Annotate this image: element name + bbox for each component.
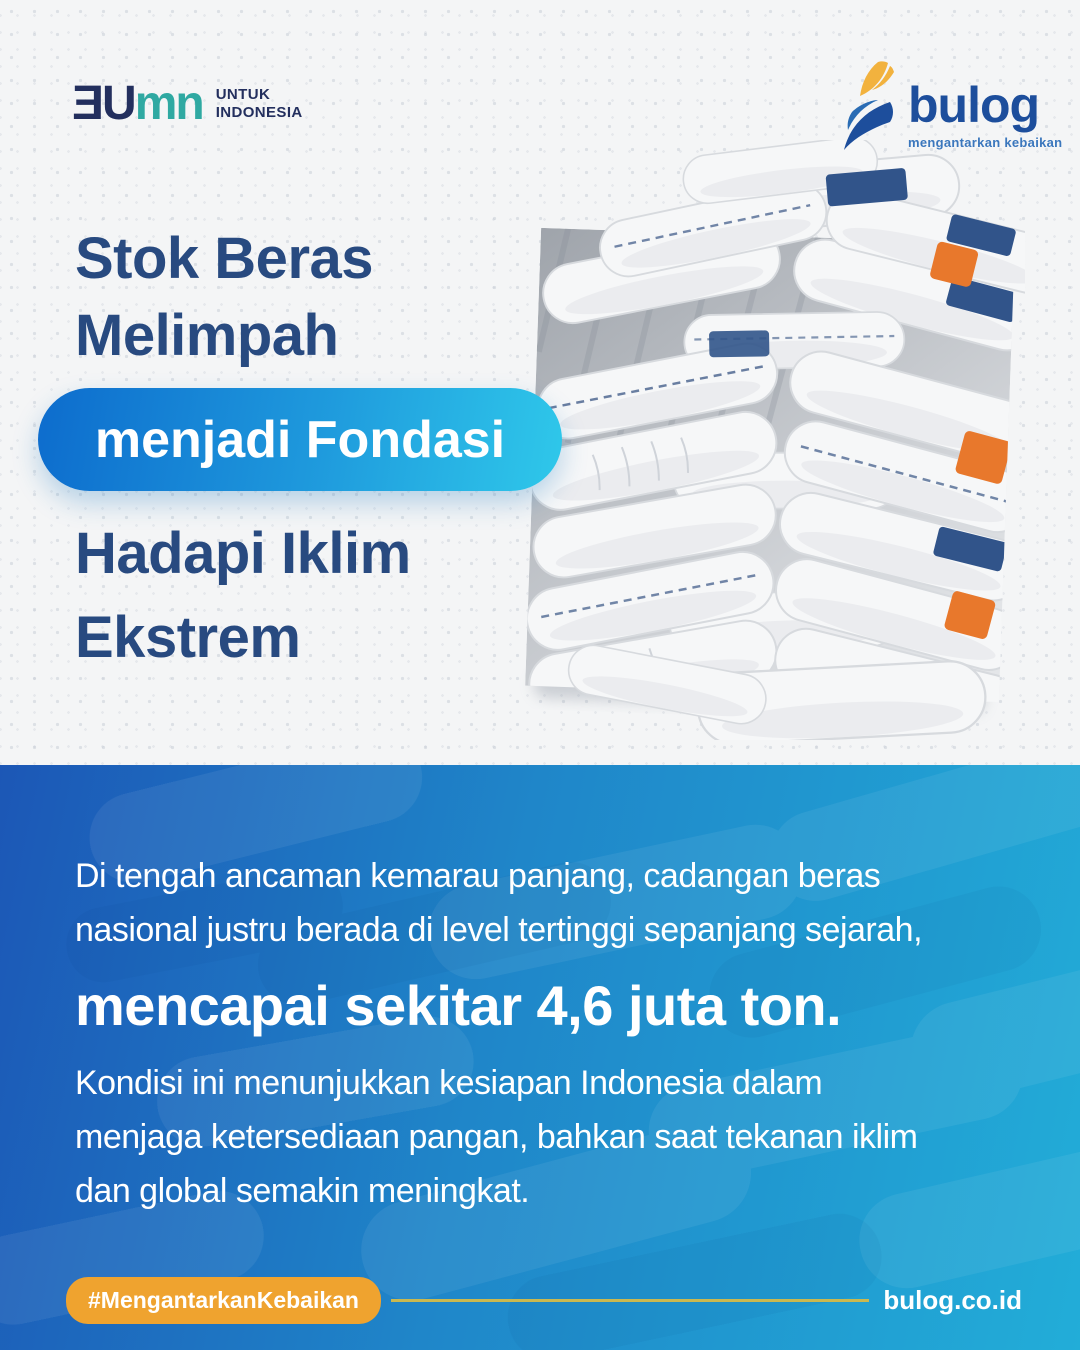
body-section <box>0 765 1080 1350</box>
headline-line-3: Hadapi Iklim <box>75 521 411 586</box>
bumn-logo <box>72 77 303 130</box>
headline-line-1: Stok Beras <box>75 226 374 291</box>
paragraph-1-line-2: nasional justru berada di level tertinggi sepanjang sejarah, <box>75 911 923 949</box>
bumn-wordmark-part2: mn <box>134 77 203 130</box>
paragraph-2-line-1: Kondisi ini menunjukkan kesiapan Indonesia dalam <box>75 1064 823 1102</box>
bumn-tagline-line1: UNTUK <box>215 86 271 103</box>
body-paragraph-1 <box>75 849 1025 957</box>
headline-line-2: Melimpah <box>75 303 339 368</box>
bumn-tagline-line2: INDONESIA <box>215 104 303 121</box>
paragraph-2-line-3: dan global semakin meningkat. <box>75 1172 530 1210</box>
rice-sacks-photo <box>505 140 1025 740</box>
headline-line-4: Ekstrem <box>75 605 301 670</box>
key-stat: mencapai sekitar 4,6 juta ton. <box>75 974 842 1037</box>
body-paragraph-2 <box>75 1056 1025 1218</box>
paragraph-1-line-1: Di tengah ancaman kemarau panjang, cadangan beras <box>75 857 881 895</box>
headline-highlight: menjadi Fondasi <box>94 410 506 469</box>
bulog-grain-icon <box>838 58 902 158</box>
headline-top <box>75 220 373 374</box>
body-text-block <box>0 765 1080 1218</box>
bulog-logo <box>838 58 1062 158</box>
headline-bottom <box>75 512 411 680</box>
hashtag-pill: #MengantarkanKebaikan <box>66 1277 381 1324</box>
paragraph-2-line-2: menjaga ketersediaan pangan, bahkan saat tekanan iklim <box>75 1118 918 1156</box>
bulog-text-block <box>908 77 1063 158</box>
website-url: bulog.co.id <box>883 1285 1022 1315</box>
footer-bar <box>66 1277 1022 1324</box>
bumn-wordmark <box>72 77 203 130</box>
bumn-tagline <box>216 86 303 122</box>
highlight-pill <box>38 388 562 491</box>
divider-line <box>391 1299 869 1302</box>
bulog-tagline: mengantarkan kebaikan <box>908 135 1063 150</box>
bulog-wordmark: bulog <box>908 77 1040 133</box>
bumn-wordmark-part1: ƎU <box>72 77 135 130</box>
